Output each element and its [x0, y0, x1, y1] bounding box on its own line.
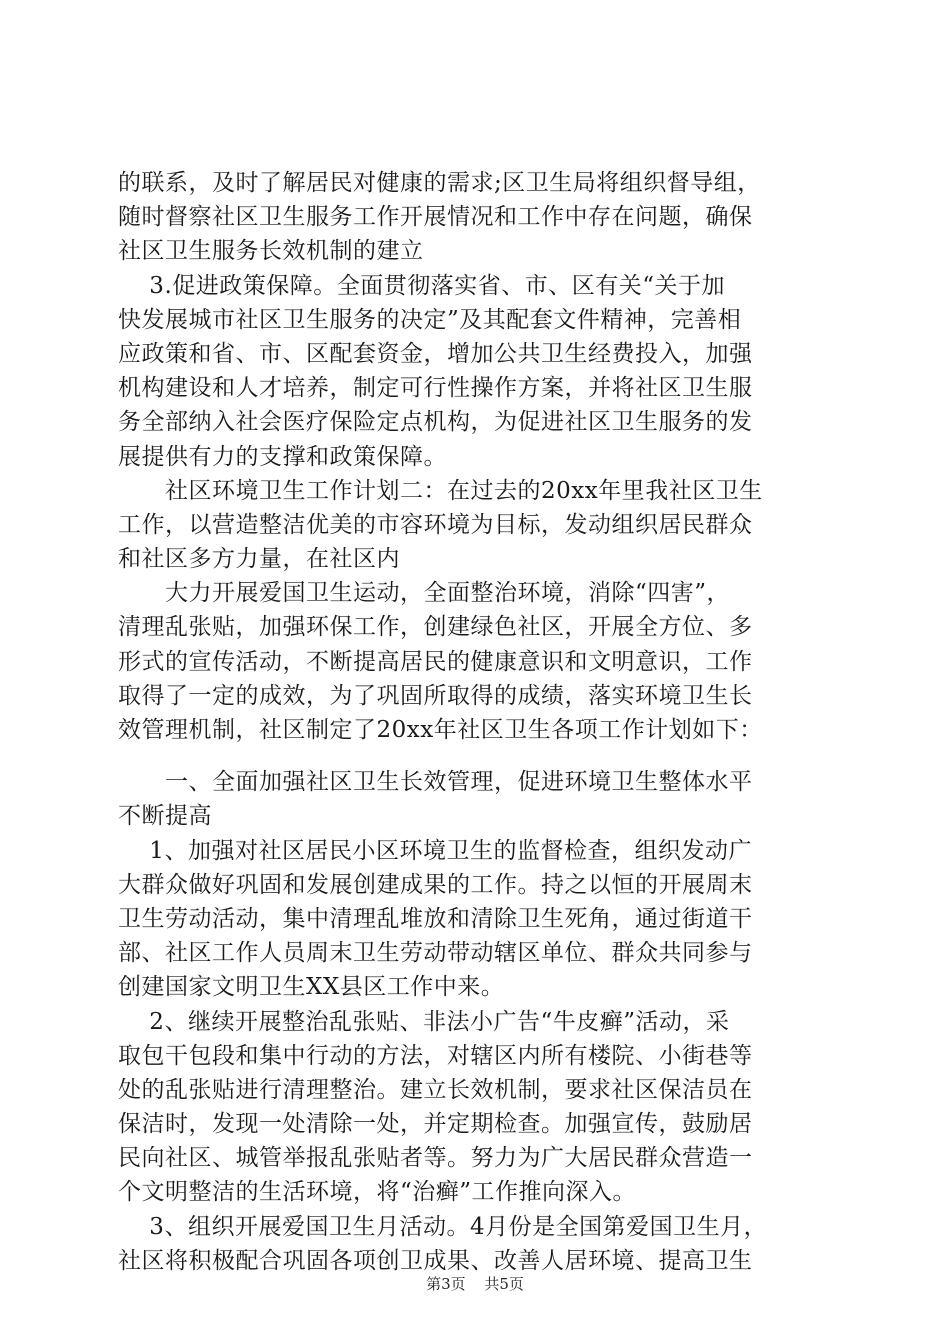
text-line: 展提供有力的支撑和政策保障。 [118, 443, 447, 470]
page-total: 共5页 [484, 1275, 524, 1293]
document-body [118, 166, 838, 1278]
text-line: 务全部纳入社会医疗保险定点机构，为促进社区卫生服务的发 [118, 409, 753, 436]
text-line: 3、组织开展爱国卫生月活动。4月份是全国第爱国卫生月， [118, 1213, 768, 1240]
text-line: 社区环境卫生工作计划二：在过去的20xx年里我社区卫生 [118, 477, 763, 504]
text-line: 不断提高 [118, 803, 212, 830]
page-number: 第3页 [426, 1275, 466, 1293]
text-line: 随时督察社区卫生服务工作开展情况和工作中存在问题，确保 [118, 204, 753, 231]
text-line: 工作，以营造整洁优美的市容环境为目标，发动组织居民群众 [118, 511, 753, 538]
text-line: 部、社区工作人员周末卫生劳动带动辖区单位、群众共同参与 [118, 940, 753, 967]
text-line: 的联系，及时了解居民对健康的需求;区卫生局将组织督导组， [118, 170, 761, 196]
text-line: 大力开展爱国卫生运动，全面整治环境，消除“四害”， [118, 580, 731, 607]
page-footer [0, 1273, 950, 1294]
paragraph-gap [118, 747, 838, 765]
text-line: 社区将积极配合巩固各项创卫成果、改善人居环境、提高卫生 [118, 1247, 753, 1274]
text-line: 快发展城市社区卫生服务的决定”及其配套文件精神，完善相 [118, 306, 742, 333]
text-line: 形式的宣传活动，不断提高居民的健康意识和文明意识，工作 [118, 648, 753, 675]
text-line: 效管理机制，社区制定了20xx年社区卫生各项工作计划如下： [118, 717, 763, 743]
text-line: 社区卫生服务长效机制的建立 [118, 238, 424, 265]
text-line: 3.促进政策保障。全面贯彻落实省、市、区有关“关于加 [118, 272, 726, 299]
text-line: 清理乱张贴，加强环保工作，创建绿色社区，开展全方位、多 [118, 614, 753, 641]
text-line: 民向社区、城管举报乱张贴者等。努力为广大居民群众营造一 [118, 1145, 753, 1172]
text-line: 个文明整洁的生活环境，将“治癣”工作推向深入。 [118, 1179, 637, 1206]
text-line: 取得了一定的成效，为了巩固所取得的成绩，落实环境卫生长 [118, 682, 753, 709]
text-line: 大群众做好巩固和发展创建成果的工作。持之以恒的开展周末 [118, 871, 753, 898]
text-line: 1、加强对社区居民小区环境卫生的监督检查，组织发动广 [118, 837, 752, 864]
text-line: 处的乱张贴进行清理整治。建立长效机制，要求社区保洁员在 [118, 1076, 753, 1103]
text-line: 保洁时，发现一处清除一处，并定期检查。加强宣传，鼓励居 [118, 1111, 753, 1138]
text-line: 机构建设和人才培养，制定可行性操作方案，并将社区卫生服 [118, 375, 753, 402]
text-line: 取包干包段和集中行动的方法，对辖区内所有楼院、小街巷等 [118, 1042, 753, 1069]
text-line: 应政策和省、市、区配套资金，增加公共卫生经费投入，加强 [118, 340, 753, 367]
text-line: 2、继续开展整治乱张贴、非法小广告“牛皮癣”活动，采 [118, 1008, 730, 1035]
text-line: 和社区多方力量，在社区内 [118, 546, 400, 573]
text-line: 一、全面加强社区卫生长效管理，促进环境卫生整体水平 [118, 769, 753, 796]
text-line: 卫生劳动活动，集中清理乱堆放和清除卫生死角，通过街道干 [118, 905, 753, 932]
text-line: 创建国家文明卫生XX县区工作中来。 [118, 974, 505, 1001]
